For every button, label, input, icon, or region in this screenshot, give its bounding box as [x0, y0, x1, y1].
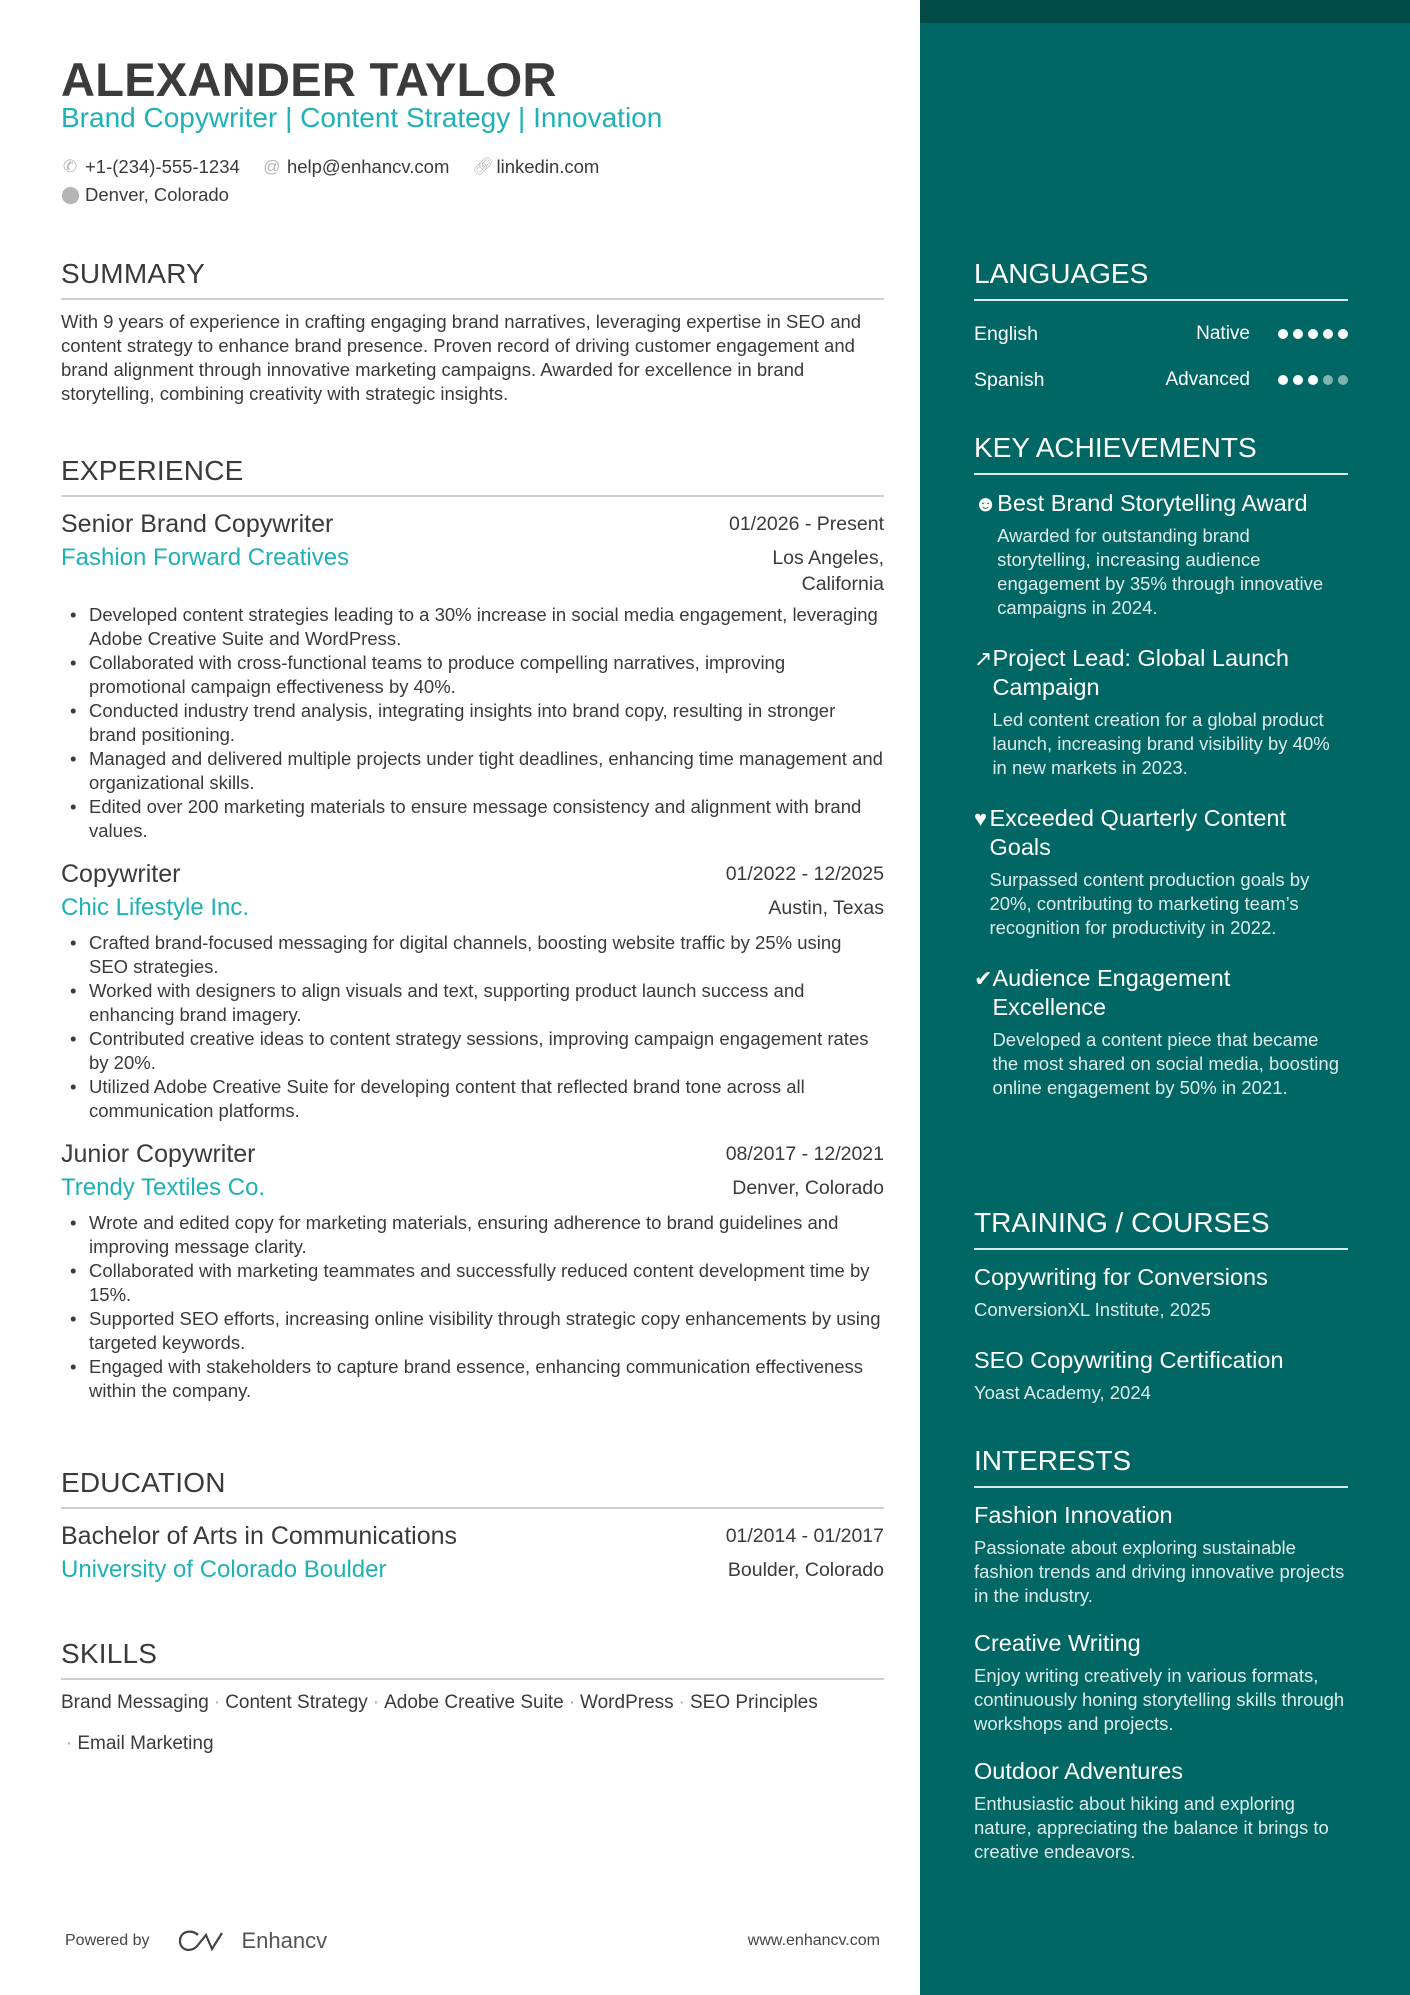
course-title: SEO Copywriting Certification: [974, 1347, 1284, 1373]
rating-dot: [1278, 375, 1288, 385]
company-name: Fashion Forward Creatives: [61, 544, 350, 571]
separator: ·: [372, 1692, 380, 1713]
bullet: • Engaged with stakeholders to capture brand essence, enhancing communication effectiveness within the company.: [61, 1355, 884, 1403]
achievement-title: Audience Engagement Excellence: [992, 965, 1231, 1020]
phone-icon: ✆: [62, 157, 78, 176]
section-title: EXPERIENCE: [61, 455, 884, 497]
summary-text: With 9 years of experience in crafting engaging brand narratives, leveraging expertise in SEO and content strategy to enhance brand presence. Proven record of driving customer engagement and brand alignment through innovative marketing campaigns. Awarded for excellence in brand storytelling, combining creativity with strategic insights.: [61, 311, 862, 404]
job-header: [61, 1137, 884, 1171]
footer: [65, 1928, 880, 1954]
course-provider: ConversionXL Institute, 2025: [974, 1299, 1211, 1320]
rating-dot: [1293, 375, 1303, 385]
job-title: Copywriter: [61, 860, 181, 888]
interest-item: [974, 1628, 1348, 1736]
rating-dot: [1293, 329, 1303, 339]
achievements-section: [974, 432, 1348, 1124]
bullet: • Supported SEO efforts, increasing online visibility through strategic copy enhancements by using targeted keywords.: [61, 1307, 884, 1355]
interest-title: Fashion Innovation: [974, 1502, 1173, 1528]
summary-section: [61, 258, 884, 406]
course-item: [974, 1262, 1348, 1323]
skills-section: [61, 1638, 884, 1764]
job-title: Junior Copywriter: [61, 1140, 256, 1168]
skill-item: Brand Messaging: [61, 1692, 209, 1713]
course-item: [974, 1345, 1348, 1406]
achievement-body: [992, 644, 1348, 780]
job-bullets: [61, 931, 884, 1123]
achievement-item: [974, 964, 1348, 1100]
achievement-item: [974, 644, 1348, 780]
job-dates: 08/2017 - 12/2021: [725, 1143, 884, 1165]
bullet: • Wrote and edited copy for marketing materials, ensuring adherence to brand guidelines and improving message clarity.: [61, 1211, 884, 1259]
bullet: • Contributed creative ideas to content strategy sessions, improving campaign engagement rates by 20%.: [61, 1027, 884, 1075]
website-link[interactable]: www.enhancv.com: [747, 1932, 880, 1949]
interest-item: [974, 1500, 1348, 1608]
company-name: Chic Lifestyle Inc.: [61, 894, 250, 921]
language-name: English: [974, 322, 1038, 345]
bullet: • Collaborated with marketing teammates and successfully reduced content development time by 15%.: [61, 1259, 884, 1307]
bullet: • Edited over 200 marketing materials to ensure message consistency and alignment with brand values.: [61, 795, 884, 843]
bullet: • Conducted industry trend analysis, integrating insights into brand copy, resulting in stronger brand positioning.: [61, 699, 884, 747]
job-location: Austin, Texas: [768, 897, 884, 919]
job-dates: 01/2026 - Present: [728, 513, 884, 535]
interest-item: [974, 1756, 1348, 1864]
education-dates: 01/2014 - 01/2017: [725, 1525, 884, 1547]
interest-description: Enthusiastic about hiking and exploring nature, appreciating the balance it brings to creative endeavors.: [974, 1793, 1329, 1862]
achievement-description: Developed a content piece that became the most shared on social media, boosting online engagement by 50% in 2021.: [992, 1029, 1339, 1098]
job-header: [61, 507, 884, 541]
skill-item: Email Marketing: [77, 1733, 214, 1754]
bullet: • Managed and delivered multiple projects under tight deadlines, enhancing time management and organizational skills.: [61, 747, 884, 795]
email-link[interactable]: help@enhancv.com: [286, 156, 450, 177]
section-title: SUMMARY: [61, 258, 884, 300]
contact-info: [61, 152, 617, 208]
separator: ·: [678, 1692, 685, 1713]
achievement-body: [992, 964, 1348, 1100]
skill-item: SEO Principles: [689, 1692, 818, 1713]
rating-dot: [1338, 329, 1348, 339]
job-entry: [61, 507, 884, 843]
school: University of Colorado Boulder: [61, 1556, 387, 1583]
achievement-title: Exceeded Quarterly Content Goals: [989, 805, 1287, 860]
skill-item: WordPress: [580, 1692, 674, 1713]
language-level: Native: [1196, 323, 1250, 344]
bullet: • Worked with designers to align visuals and text, supporting product launch success and enhancing brand imagery.: [61, 979, 884, 1027]
rating-dot: [1278, 329, 1288, 339]
language-level: Advanced: [1165, 369, 1250, 390]
section-title: EDUCATION: [61, 1467, 884, 1509]
separator: ·: [568, 1692, 576, 1713]
achievement-title: Best Brand Storytelling Award: [997, 490, 1308, 516]
achievement-description: Surpassed content production goals by 20%, contributing to marketing team’s recognition for productivity in 2022.: [989, 869, 1310, 938]
course-provider: Yoast Academy, 2024: [974, 1382, 1151, 1403]
bullet: • Collaborated with cross-functional teams to produce compelling narratives, improving promotional campaign effectiveness by 40%.: [61, 651, 884, 699]
interests-section: [974, 1445, 1348, 1884]
job-title: Senior Brand Copywriter: [61, 510, 334, 538]
rating-dot: [1323, 375, 1333, 385]
rating-dot: [1308, 375, 1318, 385]
powered-by: Powered by: [65, 1932, 150, 1949]
separator: ·: [66, 1733, 73, 1754]
job-company-row: [61, 541, 884, 597]
skill-item: Adobe Creative Suite: [384, 1692, 564, 1713]
interest-description: Passionate about exploring sustainable fashion trends and driving innovative projects in the industry.: [974, 1537, 1345, 1606]
head-icon: ☻: [974, 491, 998, 516]
section-title: SKILLS: [61, 1638, 884, 1680]
check-icon: ✔: [974, 966, 993, 991]
enhancv-logo-icon: [178, 1929, 224, 1953]
job-company-row: [61, 891, 884, 925]
job-location: Los Angeles, California: [772, 547, 884, 595]
achievement-description: Led content creation for a global product launch, increasing brand visibility by 40% in new markets in 2023.: [992, 709, 1330, 778]
section-title: INTERESTS: [974, 1445, 1348, 1488]
sidebar-top-strip: [920, 0, 1410, 23]
achievement-body: [997, 489, 1348, 620]
interest-title: Creative Writing: [974, 1630, 1141, 1656]
achievement-description: Awarded for outstanding brand storytelling, increasing audience engagement by 35% through innovative campaigns in 2024.: [997, 525, 1324, 618]
company-name: Trendy Textiles Co.: [61, 1174, 266, 1201]
section-title: TRAINING / COURSES: [974, 1207, 1348, 1250]
job-bullets: [61, 1211, 884, 1403]
language-name: Spanish: [974, 368, 1045, 391]
interest-description: Enjoy writing creatively in various formats, continuously honing storytelling skills through workshops and projects.: [974, 1665, 1345, 1734]
language-item: [974, 311, 1348, 357]
education-section: [61, 1467, 884, 1587]
headline: Brand Copywriter | Content Strategy | Innovation: [61, 102, 663, 133]
job-bullets: [61, 603, 884, 843]
heart-icon: ♥: [974, 806, 988, 831]
rating-dot: [1338, 375, 1348, 385]
achievement-item: [974, 804, 1348, 940]
job-entry: [61, 1137, 884, 1403]
bullet: • Developed content strategies leading to a 30% increase in social media engagement, leveraging Adobe Creative Suite and WordPress.: [61, 603, 884, 651]
education-location: Boulder, Colorado: [727, 1559, 884, 1581]
location: Denver, Colorado: [85, 184, 229, 205]
job-company-row: [61, 1171, 884, 1205]
achievement-body: [989, 804, 1348, 940]
enhancv-logo-text: Enhancv: [241, 1928, 328, 1953]
degree: Bachelor of Arts in Communications: [61, 1522, 458, 1550]
sidebar: [920, 0, 1410, 1995]
candidate-name: ALEXANDER TAYLOR: [61, 53, 557, 106]
achievement-item: [974, 489, 1348, 620]
languages-section: [974, 258, 1348, 403]
phone: +1-(234)-555-1234: [85, 156, 240, 177]
email-icon: @: [263, 157, 281, 176]
strategy-icon: ↗: [974, 646, 993, 671]
experience-section: [61, 455, 884, 1417]
course-title: Copywriting for Conversions: [974, 1264, 1268, 1290]
skills-list: [61, 1682, 884, 1764]
section-title: KEY ACHIEVEMENTS: [974, 432, 1348, 475]
separator: ·: [213, 1692, 221, 1713]
linkedin-link[interactable]: linkedin.com: [496, 156, 600, 177]
section-title: LANGUAGES: [974, 258, 1348, 301]
training-section: [974, 1207, 1348, 1428]
language-rating: [1278, 375, 1348, 385]
job-location: Denver, Colorado: [732, 1177, 884, 1199]
bullet: • Crafted brand-focused messaging for digital channels, boosting website traffic by 25% using SEO strategies.: [61, 931, 884, 979]
language-rating: [1278, 329, 1348, 339]
interest-title: Outdoor Adventures: [974, 1758, 1184, 1784]
rating-dot: [1308, 329, 1318, 339]
link-icon: 🔗︎: [472, 157, 495, 176]
rating-dot: [1323, 329, 1333, 339]
language-item: [974, 357, 1348, 403]
achievement-title: Project Lead: Global Launch Campaign: [992, 645, 1289, 700]
location-icon: ⬤: [61, 185, 81, 204]
bullet: • Utilized Adobe Creative Suite for developing content that reflected brand tone across all communication platforms.: [61, 1075, 884, 1123]
job-entry: [61, 857, 884, 1123]
job-dates: 01/2022 - 12/2025: [725, 863, 884, 885]
skill-item: Content Strategy: [225, 1692, 368, 1713]
job-header: [61, 857, 884, 891]
